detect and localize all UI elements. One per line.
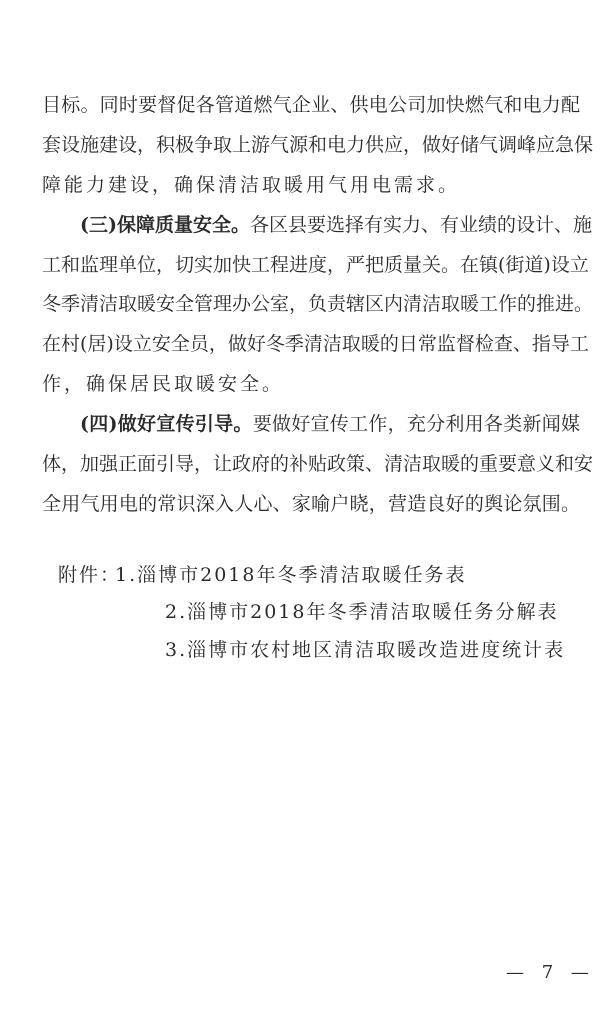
text-line: 目标。同时要督促各管道燃气企业、供电公司加快燃气和电力配 — [42, 94, 580, 116]
text-line: 套设施建设，积极争取上游气源和电力供应，做好储气调峰应急保 — [42, 134, 594, 156]
attachments-label: 附件： — [58, 564, 122, 586]
text-line: 在村(居)设立安全员，做好冬季清洁取暖的日常监督检查、指导工 — [42, 333, 589, 355]
text-line — [80, 412, 580, 436]
attachment-item: 1.淄博市2018年冬季清洁取暖任务表 — [115, 564, 467, 586]
text-line — [80, 213, 592, 237]
page-number: — 7 — — [506, 962, 595, 983]
attachment-item: 3.淄博市农村地区清洁取暖改造进度统计表 — [165, 639, 566, 661]
section-heading: (三)保障质量安全。 — [80, 214, 250, 236]
text-line: 体，加强正面引导，让政府的补贴政策、清洁取暖的重要意义和安 — [42, 453, 594, 475]
text-line: 全用气用电的常识深入人心、家喻户晓，营造良好的舆论氛围。 — [42, 493, 580, 515]
text-line: 障能力建设，确保清洁取暖用气用电需求。 — [42, 174, 461, 196]
attachment-item: 2.淄博市2018年冬季清洁取暖任务分解表 — [165, 601, 559, 623]
text-line: 冬季清洁取暖安全管理办公室，负责辖区内清洁取暖工作的推进。 — [42, 293, 594, 315]
text-line: 作，确保居民取暖安全。 — [42, 373, 285, 395]
text-span: 各区县要选择有实力、有业绩的设计、施 — [249, 214, 592, 236]
text-line: 工和监理单位，切实加快工程进度，严把质量关。在镇(街道)设立 — [42, 254, 589, 276]
section-heading: (四)做好宣传引导。 — [80, 413, 253, 435]
text-span: 要做好宣传工作，充分利用各类新闻媒 — [252, 413, 580, 435]
